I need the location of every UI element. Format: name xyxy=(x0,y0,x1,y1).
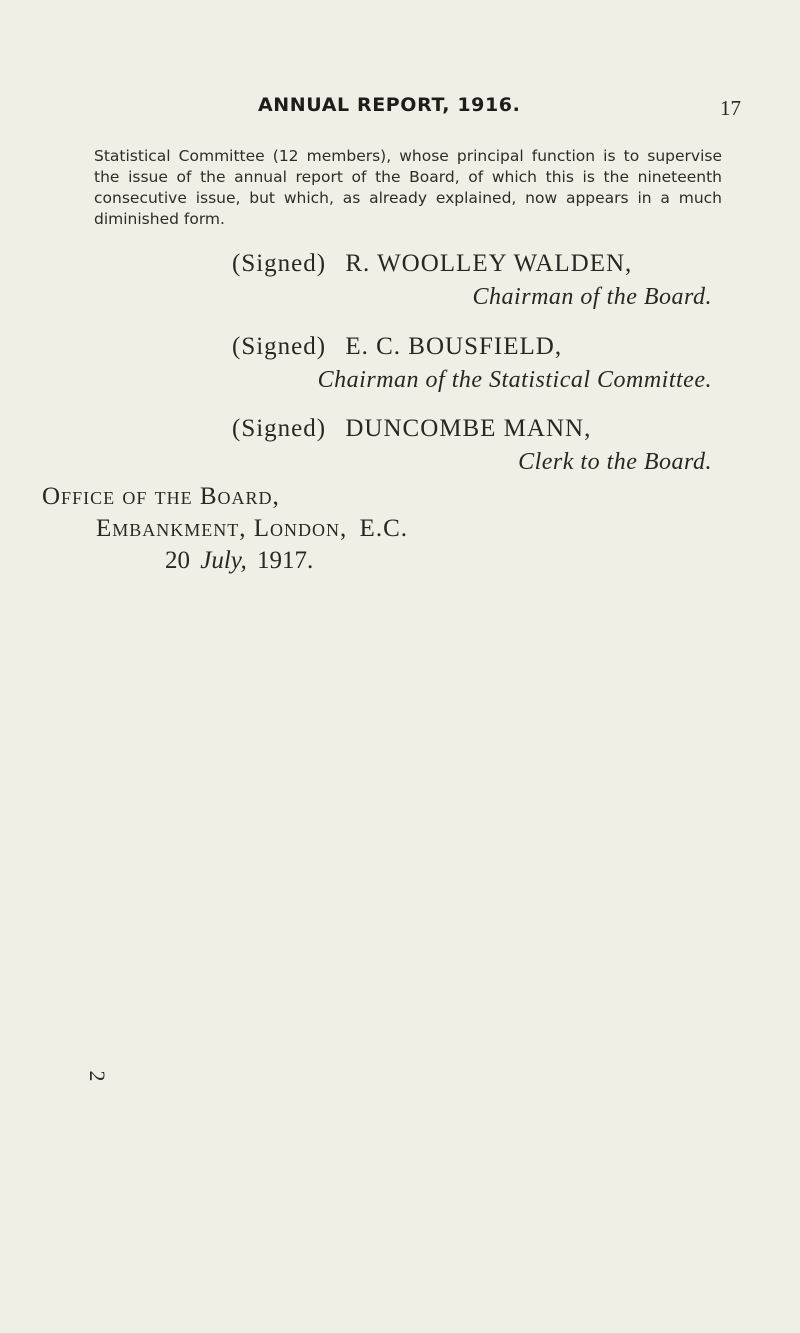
margin-mark-icon xyxy=(80,1062,110,1102)
address-street-city: Embankment, London, xyxy=(96,515,348,542)
margin-mark-text: 2 xyxy=(85,1070,110,1082)
address-postal: E.C. xyxy=(359,515,408,542)
address-line-office: Office of the Board, xyxy=(42,483,280,510)
signed-label: (Signed) xyxy=(232,333,327,360)
address-line-embankment xyxy=(96,515,408,543)
signed-label: (Signed) xyxy=(232,250,327,277)
signatory-name: DUNCOMBE MANN, xyxy=(345,415,592,442)
address-date xyxy=(165,547,313,575)
signatory-title: Clerk to the Board. xyxy=(518,449,712,475)
signatory-name: R. WOOLLEY WALDEN, xyxy=(345,250,633,277)
signature-line xyxy=(232,250,632,278)
body-paragraph: Statistical Committee (12 members), whose principal function is to supervise the issue of the annual report of the Board, of which this is the nineteenth consecutive issue, but which, as already explained, now appears in a much diminished form. xyxy=(94,147,722,228)
signatory-title: Chairman of the Statistical Committee. xyxy=(317,367,712,393)
signed-label: (Signed) xyxy=(232,415,327,442)
signature-line xyxy=(232,415,591,443)
signature-line xyxy=(232,333,562,361)
signatory-title: Chairman of the Board. xyxy=(472,284,712,310)
date-day: 20 xyxy=(165,547,190,574)
date-year: 1917. xyxy=(257,547,314,574)
running-title: ANNUAL REPORT, 1916. xyxy=(258,94,521,116)
page-header xyxy=(0,94,800,124)
page-number: 17 xyxy=(720,96,741,120)
date-month: July, xyxy=(200,547,247,574)
signatory-name: E. C. BOUSFIELD, xyxy=(345,333,563,360)
